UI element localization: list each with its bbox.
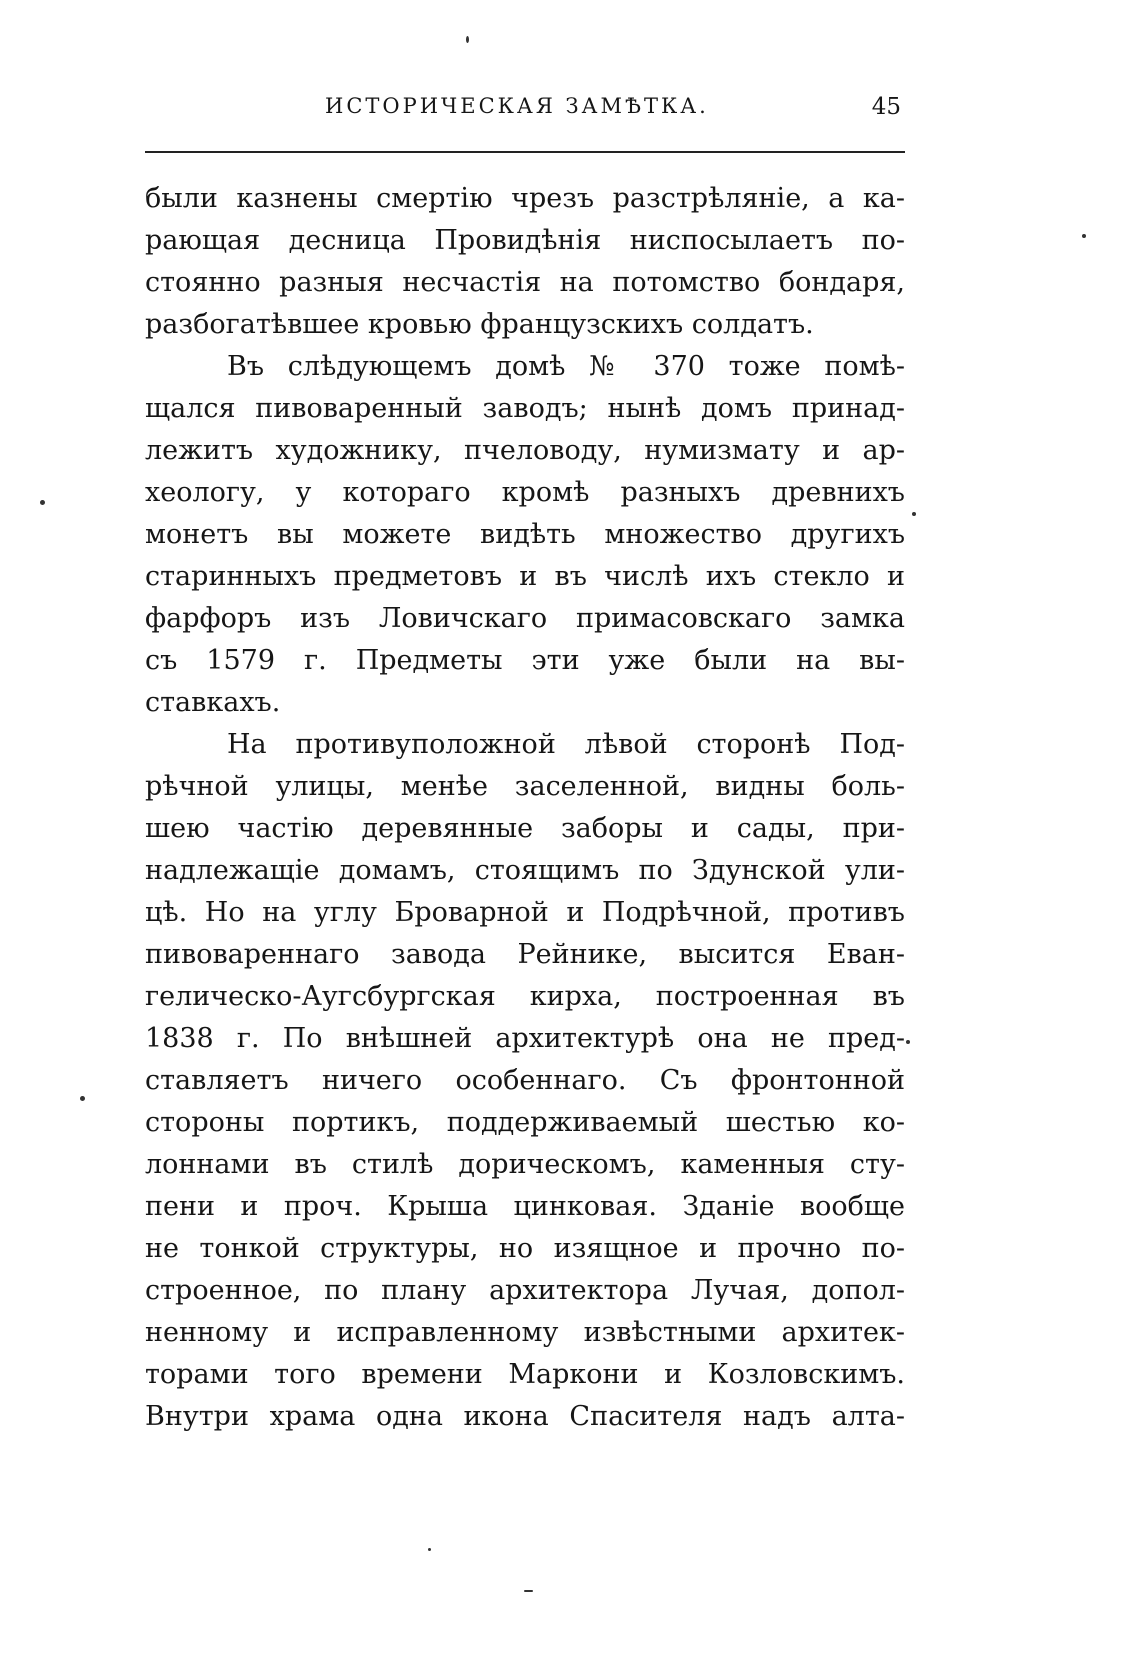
- text-line: На противуположной лѣвой сторонѣ Под-: [227, 729, 905, 760]
- scan-speck: [428, 1548, 431, 1551]
- text-line: ставляетъ ничего особеннаго. Съ фронтонной: [145, 1065, 905, 1096]
- text-line: разбогатѣвшее кровью французскихъ солдатъ.: [145, 309, 814, 340]
- scan-speck: [912, 512, 916, 516]
- scan-speck: [80, 1096, 85, 1101]
- text-line: лежитъ художнику, пчеловоду, нумизмату и ар-: [145, 435, 905, 466]
- scan-speck: [906, 1040, 910, 1044]
- text-line: гелическо-Аугсбургская кирха, построенная въ: [145, 981, 905, 1012]
- scan-speck: [466, 36, 469, 43]
- running-title: ИСТОРИЧЕСКАЯ ЗАМѢТКА.: [325, 94, 709, 118]
- text-line: рѣчной улицы, менѣе заселенной, видны боль-: [145, 771, 905, 802]
- text-line: 1838 г. По внѣшней архитектурѣ она не пред-: [145, 1023, 905, 1054]
- text-line: надлежащіе домамъ, стоящимъ по Здунской ули-: [145, 855, 905, 886]
- text-line: не тонкой структуры, но изящное и прочно по-: [145, 1233, 905, 1264]
- text-line: лоннами въ стилѣ дорическомъ, каменныя сту-: [145, 1149, 905, 1180]
- text-line: строенное, по плану архитектора Лучая, допол-: [145, 1275, 905, 1306]
- page-number: 45: [871, 94, 901, 120]
- text-line: ненному и исправленному извѣстными архитек-: [145, 1317, 905, 1348]
- text-line: были казнены смертію чрезъ разстрѣляніе, а ка-: [145, 183, 905, 214]
- text-line: хеологу, у котораго кромѣ разныхъ древнихъ: [145, 477, 905, 508]
- text-line: фарфоръ изъ Ловичскаго примасовскаго замка: [145, 603, 905, 634]
- text-line: ставкахъ.: [145, 687, 281, 718]
- scan-speck: [40, 500, 45, 505]
- running-header: [145, 94, 905, 134]
- scan-speck: [524, 1590, 533, 1592]
- text-line: пивовареннаго завода Рейнике, высится Еван-: [145, 939, 905, 970]
- text-line: Внутри храма одна икона Спасителя надъ алта-: [145, 1401, 905, 1432]
- body-text: [145, 178, 905, 1438]
- header-rule: [145, 151, 905, 153]
- text-line: стороны портикъ, поддерживаемый шестью ко-: [145, 1107, 905, 1138]
- text-line: рающая десница Провидѣнія ниспосылаетъ по-: [145, 225, 905, 256]
- text-line: монетъ вы можете видѣть множество другихъ: [145, 519, 905, 550]
- text-line: съ 1579 г. Предметы эти уже были на вы-: [145, 645, 905, 676]
- text-line: цѣ. Но на углу Броварной и Подрѣчной, противъ: [145, 897, 905, 928]
- scan-speck: [1082, 234, 1086, 238]
- text-line: стоянно разныя несчастія на потомство бондаря,: [145, 267, 905, 298]
- text-line: шею частію деревянные заборы и сады, при-: [145, 813, 905, 844]
- text-line: старинныхъ предметовъ и въ числѣ ихъ стекло и: [145, 561, 905, 592]
- text-line: пени и проч. Крыша цинковая. Зданіе вообще: [145, 1191, 905, 1222]
- text-line: Въ слѣдующемъ домѣ № 370 тоже помѣ-: [227, 351, 905, 382]
- text-line: щался пивоваренный заводъ; нынѣ домъ принад-: [145, 393, 905, 424]
- text-line: торами того времени Маркони и Козловскимъ.: [145, 1359, 905, 1390]
